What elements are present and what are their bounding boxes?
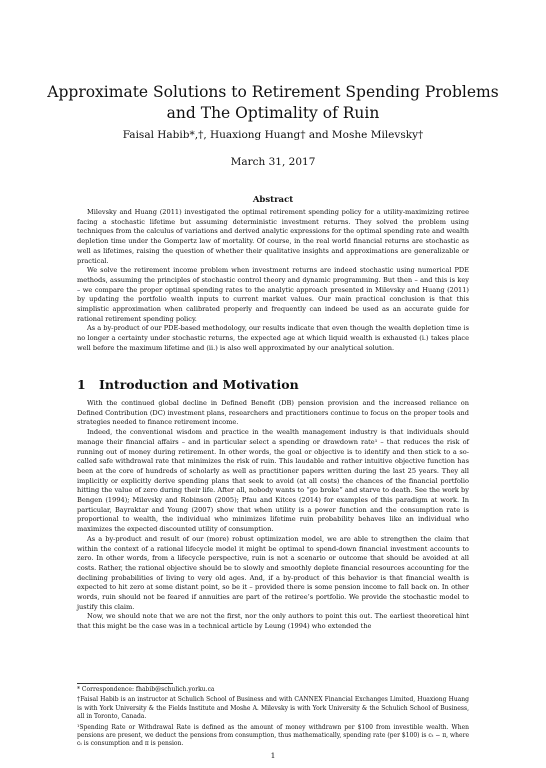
page-number: 1 [270,751,276,760]
body-paragraph: As a by-product and result of our (more) robust optimization model, we are able to strengthen the claim that within the context of a rational lifecycle model it might be optimal to spend-down financial investment accounts to zero. In other words, from a lifecycle perspective, ruin is not a scenario or outcome that should be avoided at all costs. Rather, the rational objective should be to slowly and smoothly deplete financial resources accounting for the declining probabilities of living to very old ages. And, if a by-product of this behavior is that financial wealth is expected to hit zero at some distant point, so be it – provided there is some pension income to fall back on. In other words, ruin should not be feared if annuities are part of the retiree’s portfolio. We provide the stochastic model to justify this claim. [77,534,469,611]
footnote: †Faisal Habib is an instructor at Schulich School of Business and with CANNEX Financial Exchanges Limited, Huaxiong Huang is with York University & the Fields Institute and Moshe A. Milevsky is with York University & the Schulich School of Business, all in Toronto, Canada. [77,696,469,721]
abstract [77,208,469,354]
section-number: 1 [77,377,86,392]
footnote: * Correspondence: fhabib@schulich.yorku.ca [77,686,215,693]
paper-title: Approximate Solutions to Retirement Spending Problems and The Optimality of Ruin [47,83,499,122]
footnote-rule [77,683,173,684]
footnote: ¹Spending Rate or Withdrawal Rate is defined as the amount of money withdrawn per $100 from investible wealth. When pensions are present, we deduct the pensions from consumption, thus mathematically, spending rate (per $100) is cₜ − π, where cₜ is consumption and π is pension. [77,723,469,748]
abstract-paragraph: Milevsky and Huang (2011) investigated the optimal retirement spending policy for a utility-maximizing retiree facing a stochastic lifetime but assuming deterministic investment returns. They solved the problem using techniques from the calculus of variations and derived analytic expressions for the optimal spending rate and wealth depletion time under the Gompertz law of mortality. Of course, in the real world financial returns are stochastic as well as lifetimes, raising the question of whether their qualitative insights and approximations are generalizable or practical. [77,208,469,265]
body-paragraph: Indeed, the conventional wisdom and practice in the wealth management industry is that individuals should manage their financial affairs – and in particular select a spending or drawdown rate¹ – that reduces the risk of running out of money during retirement. In other words, the goal or objective is to identify and then stick to a so-called safe withdrawal rate that minimizes the risk of ruin. This laudable and rather intuitive objective function has been at the core of hundreds of scholarly as well as practitioner papers written during the last 25 years. They all implicitly or explicitly derive spending plans that seek to avoid (at all costs) the chances of the financial portfolio hitting the value of zero during their life. After all, nobody wants to “go broke” and starve to death. See the work by Bengen (1994); Milevsky and Robinson (2005); Pfau and Kitces (2014) for examples of this paradigm at work. In particular, Bayraktar and Young (2007) show that when utility is a power function and the consumption rate is proportional to wealth, the individual who minimizes lifetime ruin probability behaves like an individual who maximizes the expected discounted utility of consumption. [77,428,469,534]
body-paragraph: With the continued global decline in Defined Benefit (DB) pension provision and the increased reliance on Defined Contribution (DC) investment plans, researchers and practitioners continue to focus on the proper tools and strategies needed to finance retirement income. [77,399,469,427]
section-body [77,399,469,632]
author-line: Faisal Habib*,†, Huaxiong Huang† and Moshe Milevsky† [122,129,424,141]
footnotes [77,686,469,751]
abstract-paragraph: As a by-product of our PDE-based methodology, our results indicate that even though the wealth depletion time is no longer a certainty under stochastic returns, the expected age at which liquid wealth is exhausted (i.) takes place well before the maximum lifetime and (ii.) is also well approximated by our analytical solution. [77,324,469,352]
section-heading [77,377,299,392]
body-paragraph: Now, we should note that we are not the first, nor the only authors to point this out. The earliest theoretical hint that this might be the case was in a technical article by Leung (1994) who extended the [77,612,469,631]
abstract-paragraph: We solve the retirement income problem when investment returns are indeed stochastic using numerical PDE methods, assuming the principles of stochastic control theory and dynamic programming. But then – and this is key – we compare the proper optimal spending rates to the analytic approach presented in Milevsky and Huang (2011) by updating the portfolio wealth inputs to current market values. Our main practical conclusion is that this simplistic approximation when calibrated properly and frequently can indeed be used as an accurate guide for rational retirement spending policy. [77,266,469,323]
abstract-heading: Abstract [252,195,294,205]
publication-date: March 31, 2017 [230,156,316,168]
section-title: Introduction and Motivation [99,377,299,392]
